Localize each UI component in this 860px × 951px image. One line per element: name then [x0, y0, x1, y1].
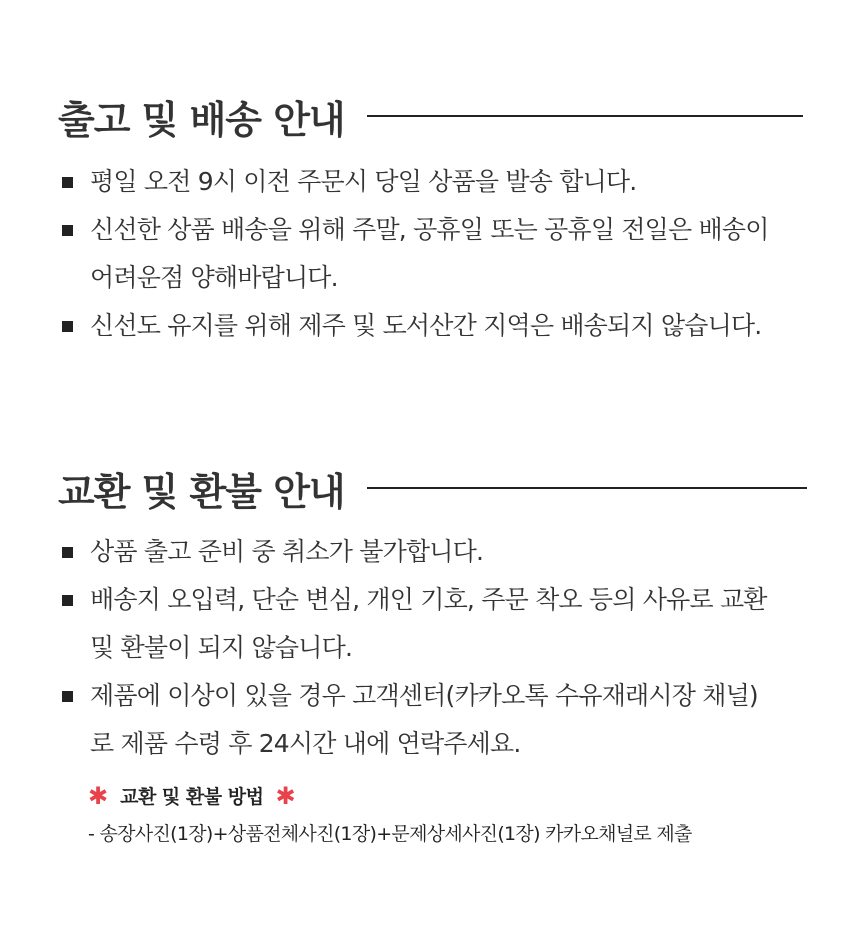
shipping-list: [58, 158, 848, 350]
list-item: [58, 672, 848, 768]
asterisk-icon: ✱: [88, 781, 109, 810]
heading-divider: [367, 487, 807, 489]
list-item-text: 평일 오전 9시 이전 주문시 당일 상품을 발송 합니다.: [90, 167, 637, 196]
list-item: [58, 528, 848, 576]
square-bullet-icon: [62, 547, 73, 558]
square-bullet-icon: [62, 321, 73, 332]
shipping-heading: [58, 88, 848, 144]
asterisk-icon: ✱: [275, 781, 296, 810]
refund-method-heading: [88, 782, 848, 809]
refund-method-title: 교환 및 환불 방법: [120, 786, 264, 808]
list-item-text: 상품 출고 준비 중 취소가 불가합니다.: [90, 537, 484, 566]
list-item: [58, 158, 848, 206]
list-item-text: 배송지 오입력, 단순 변심, 개인 기호, 주문 착오 등의 사유로 교환: [90, 585, 767, 614]
exchange-heading: [58, 460, 848, 516]
shipping-section: [58, 88, 848, 350]
list-item-text: 신선도 유지를 위해 제주 및 도서산간 지역은 배송되지 않습니다.: [90, 311, 762, 340]
square-bullet-icon: [62, 177, 73, 188]
exchange-section: [58, 460, 848, 846]
shipping-title: 출고 및 배송 안내: [58, 97, 345, 142]
list-item: [58, 302, 848, 350]
refund-method-description: - 송장사진(1장)+상품전체사진(1장)+문제상세사진(1장) 카카오채널로 제출: [88, 823, 692, 845]
list-item: [58, 206, 848, 302]
list-item-text: 어려운점 양해바랍니다.: [90, 263, 338, 292]
list-item-text: 제품에 이상이 있을 경우 고객센터(카카오톡 수유재래시장 채널): [90, 681, 758, 710]
list-item-text: 로 제품 수령 후 24시간 내에 연락주세요.: [90, 729, 521, 758]
list-item-text: 및 환불이 되지 않습니다.: [90, 633, 353, 662]
square-bullet-icon: [62, 691, 73, 702]
square-bullet-icon: [62, 595, 73, 606]
exchange-list: [58, 528, 848, 768]
list-item: [58, 576, 848, 672]
heading-divider: [367, 115, 803, 117]
square-bullet-icon: [62, 225, 73, 236]
list-item-text: 신선한 상품 배송을 위해 주말, 공휴일 또는 공휴일 전일은 배송이: [90, 215, 769, 244]
exchange-title: 교환 및 환불 안내: [58, 469, 345, 514]
